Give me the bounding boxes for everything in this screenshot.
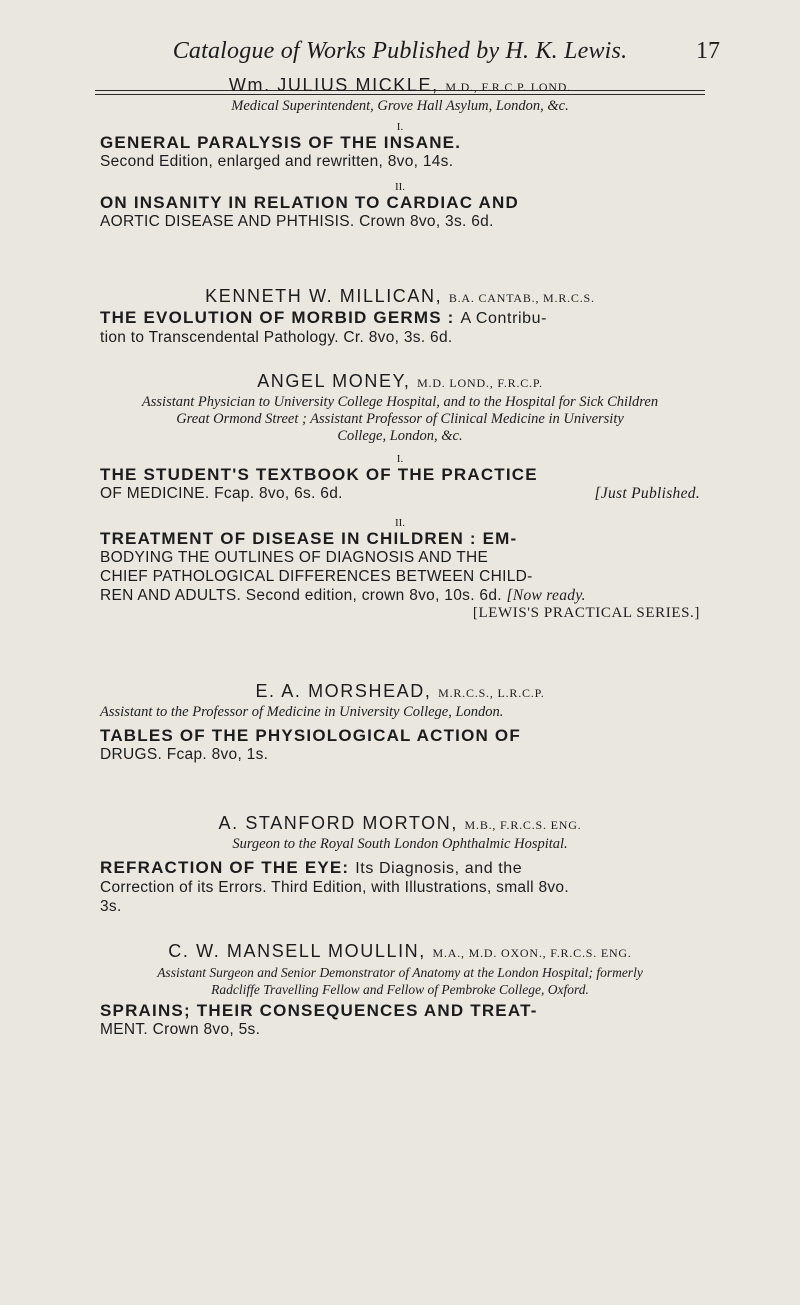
work-title-main: REFRACTION OF THE EYE: bbox=[100, 858, 350, 877]
work-title-continued bbox=[100, 745, 700, 764]
author-affiliation-line: Assistant Physician to University College Hospital, and to the Hospital for Sick Children bbox=[141, 394, 659, 410]
author-entry-morshead bbox=[100, 680, 700, 764]
work-title bbox=[100, 859, 700, 878]
author-heading bbox=[100, 812, 700, 836]
work-description: Fcap. 8vo, 1s. bbox=[166, 746, 269, 763]
work-title-continued bbox=[100, 586, 700, 605]
work-numeral: II. bbox=[394, 517, 406, 529]
author-affiliation-line: Assistant Surgeon and Senior Demonstrator of Anatomy at the London Hospital; formerly bbox=[157, 965, 643, 980]
work-title-main: THE EVOLUTION OF MORBID GERMS : bbox=[100, 308, 455, 327]
author-name: E. A. MORSHEAD, bbox=[255, 681, 432, 701]
author-degrees: M.B., F.R.C.S. ENG. bbox=[464, 818, 582, 832]
work-title: TABLES OF THE PHYSIOLOGICAL ACTION OF bbox=[100, 726, 521, 745]
author-name: Wm. JULIUS MICKLE, bbox=[228, 75, 439, 95]
author-entry-moullin bbox=[100, 940, 700, 1039]
author-entry-mickle bbox=[100, 74, 700, 231]
work-numeral: I. bbox=[396, 453, 404, 465]
work-title-cont-line: BODYING THE OUTLINES OF DIAGNOSIS AND THE bbox=[100, 549, 489, 566]
running-header bbox=[0, 38, 800, 78]
author-affiliation: Assistant to the Professor of Medicine in University College, London. bbox=[100, 704, 504, 720]
author-name: C. W. MANSELL MOULLIN, bbox=[168, 941, 426, 961]
page-number: 17 bbox=[696, 38, 720, 64]
work-title-continued bbox=[100, 1020, 700, 1039]
work-description: Crown 8vo, 3s. 6d. bbox=[359, 213, 494, 230]
author-heading bbox=[100, 285, 700, 309]
work-description-line: Correction of its Errors. Third Edition, with Illustrations, small 8vo. bbox=[100, 879, 569, 896]
author-affiliation-line: Radcliffe Travelling Fellow and Fellow of Pembroke College, Oxford. bbox=[211, 982, 589, 997]
work-title bbox=[100, 309, 700, 328]
author-name: ANGEL MONEY, bbox=[257, 371, 411, 391]
author-degrees: B.A. CANTAB., M.R.C.S. bbox=[448, 291, 595, 305]
work-title-cont: DRUGS. bbox=[100, 746, 163, 763]
work-title-cont: REN AND ADULTS. bbox=[100, 587, 242, 604]
work-title-cont: MENT. bbox=[100, 1021, 148, 1038]
author-entry-millican bbox=[100, 285, 700, 347]
author-name: KENNETH W. MILLICAN, bbox=[205, 286, 443, 306]
author-heading bbox=[100, 74, 700, 98]
work-description-line: 3s. bbox=[100, 898, 122, 915]
author-degrees: M.R.C.S., L.R.C.P. bbox=[438, 686, 545, 700]
work-note: [Just Published. bbox=[594, 485, 700, 502]
author-entry-money bbox=[100, 370, 700, 622]
work-title: TREATMENT OF DISEASE IN CHILDREN : EM- bbox=[100, 529, 518, 548]
author-entry-morton bbox=[100, 812, 700, 916]
author-heading bbox=[100, 940, 700, 964]
work-description: Second edition, crown 8vo, 10s. 6d. bbox=[245, 587, 502, 604]
work-title: GENERAL PARALYSIS OF THE INSANE. bbox=[100, 133, 462, 152]
author-affiliation: Medical Superintendent, Grove Hall Asylum, London, &c. bbox=[231, 98, 569, 114]
work-title-continued bbox=[100, 484, 700, 503]
work-title-cont: OF MEDICINE. bbox=[100, 485, 210, 502]
work-title: THE STUDENT'S TEXTBOOK OF THE PRACTICE bbox=[100, 465, 538, 484]
work-numeral: II. bbox=[394, 181, 406, 193]
work-description: Fcap. 8vo, 6s. 6d. bbox=[214, 485, 343, 502]
series-note: [LEWIS'S PRACTICAL SERIES.] bbox=[472, 605, 700, 621]
work-description: Crown 8vo, 5s. bbox=[152, 1021, 261, 1038]
work-title-tail: A Contribu- bbox=[460, 310, 548, 327]
work-title-continued bbox=[100, 212, 700, 231]
work-note: [Now ready. bbox=[506, 587, 586, 604]
work-description: Second Edition, enlarged and rewritten, 8vo, 14s. bbox=[100, 153, 454, 170]
author-heading bbox=[100, 680, 700, 704]
author-affiliation-line: Great Ormond Street ; Assistant Professor of Clinical Medicine in University bbox=[176, 411, 624, 427]
work-title-tail: Its Diagnosis, and the bbox=[355, 860, 523, 877]
header-title: Catalogue of Works Published by H. K. Lewis. bbox=[172, 38, 628, 64]
author-affiliation-line: College, London, &c. bbox=[337, 428, 463, 444]
work-title-cont-line: CHIEF PATHOLOGICAL DIFFERENCES BETWEEN CHILD- bbox=[100, 568, 533, 585]
work-title: ON INSANITY IN RELATION TO CARDIAC AND bbox=[100, 193, 519, 212]
author-heading bbox=[100, 370, 700, 394]
work-numeral: I. bbox=[396, 121, 404, 133]
author-degrees: M.D. LOND., F.R.C.P. bbox=[417, 376, 543, 390]
author-affiliation: Surgeon to the Royal South London Ophthalmic Hospital. bbox=[232, 836, 568, 852]
work-description: tion to Transcendental Pathology. Cr. 8vo, 3s. 6d. bbox=[100, 329, 453, 346]
work-title: SPRAINS; THEIR CONSEQUENCES AND TREAT- bbox=[100, 1001, 538, 1020]
work-title-cont: AORTIC DISEASE AND PHTHISIS. bbox=[100, 213, 355, 230]
author-degrees: M.D., F.R.C.P. LOND. bbox=[445, 80, 572, 94]
author-degrees: M.A., M.D. OXON., F.R.C.S. ENG. bbox=[432, 946, 632, 960]
author-name: A. STANFORD MORTON, bbox=[218, 813, 458, 833]
